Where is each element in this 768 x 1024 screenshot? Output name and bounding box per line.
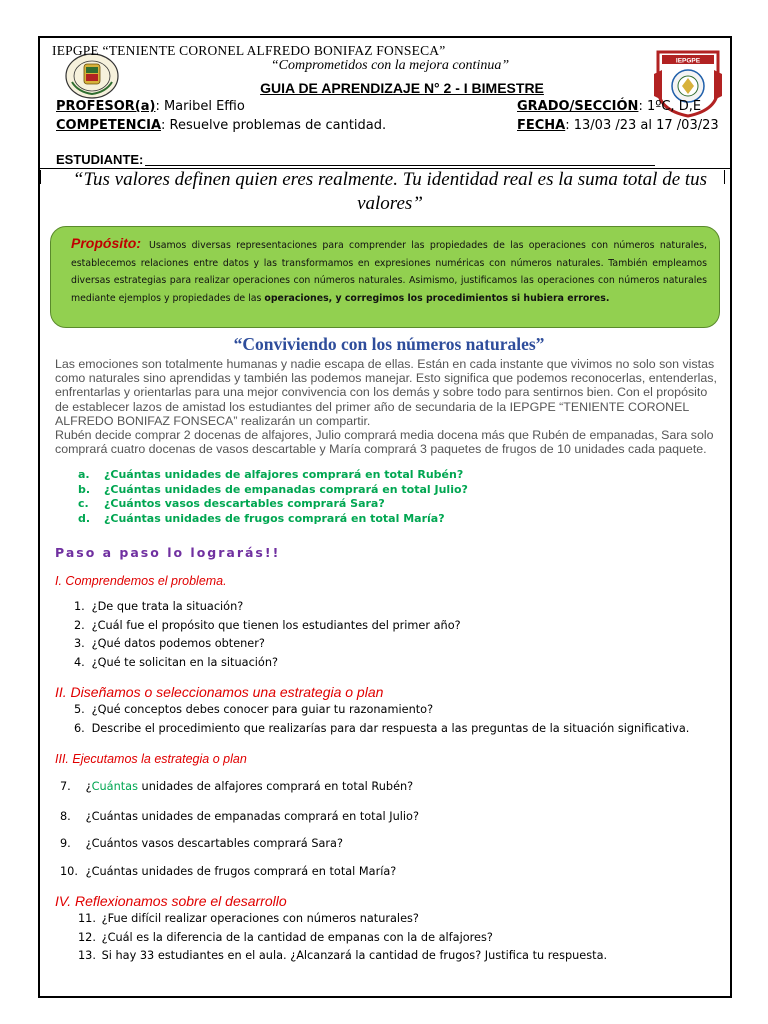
student-name-line[interactable] [145, 165, 655, 166]
question-11: 11. ¿Fue difícil realizar operaciones con números naturales? [78, 912, 419, 925]
question-b: b. ¿Cuántas unidades de empanadas comprará en total Julio? [78, 482, 468, 496]
left-tick [40, 170, 41, 184]
question-1: 1. ¿De que trata la situación? [74, 600, 244, 613]
purpose-text: Usamos diversas representaciones para comprender las propiedades de las operaciones con números naturales, establecemos relaciones entre datos y las transformamos en expresiones numéricas con números naturales. También empleamos diversas estrategias para realizar operaciones con números naturales. Asimismo, justificamos las operaciones con números naturales mediante ejemplos y propiedades de las [71, 240, 707, 304]
steps-heading: Paso a paso lo lograrás!! [55, 545, 281, 560]
section-4-heading: IV. Reflexionamos sobre el desarrollo [55, 893, 287, 909]
purpose-text-bold: operaciones, y corregimos los procedimientos si hubiera errores. [264, 292, 610, 304]
question-12: 12. ¿Cuál es la diferencia de la cantidad de empanas con la de alfajores? [78, 931, 493, 944]
competence-label: COMPETENCIA [56, 118, 162, 133]
right-seal-text: IEPGPE [675, 57, 701, 65]
question-9: 9. ¿Cuántos vasos descartables comprará Sara? [60, 837, 343, 850]
section-2-heading: II. Diseñamos o seleccionamos una estrategia o plan [55, 684, 384, 700]
question-6: 6. Describe el procedimiento que realizarías para dar respuesta a las preguntas de la situación significativa. [74, 722, 690, 735]
story-title: “Conviviendo con los números naturales” [233, 334, 545, 354]
date-row [517, 118, 719, 133]
story-text [55, 357, 720, 456]
question-7: 7. ¿Cuántas unidades de alfajores comprará en total Rubén? [60, 780, 414, 793]
date-label: FECHA [517, 118, 566, 133]
teacher-value: : Maribel Effio [155, 99, 245, 114]
teacher-row [56, 99, 245, 114]
date-value: : 13/03 /23 al 17 /03/23 [565, 118, 719, 133]
question-8: 8. ¿Cuántas unidades de empanadas comprará en total Julio? [60, 810, 419, 823]
story-paragraph-1: Las emociones son totalmente humanas y nadie escapa de ellas. Están en cada instante que vivimos no solo son vistas como naturales sino aprendidas y también las podemos manejar. Esto significa que podemos reconocerlas, entenderlas, enfrentarlas y orientarlas para una mejor convivencia con los demás y sobre todo para sentirnos bien. Con el propósito de establecer lazos de amistad los estudiantes del primer año de secundaria de la IEPGPE “TENIENTE CORONEL ALFREDO BONIFAZ FONSECA” realizarán un compartir. [55, 357, 717, 428]
competence-row [56, 118, 386, 133]
slogan: “Comprometidos con la mejora continua” [270, 58, 510, 73]
teacher-label: PROFESOR(a) [56, 99, 156, 114]
question-5: 5. ¿Qué conceptos debes conocer para guiar tu razonamiento? [74, 703, 434, 716]
situation-questions [78, 468, 678, 526]
grade-value: : 1ºC, D,E [638, 99, 702, 114]
question-a: a. ¿Cuántas unidades de alfajores comprará en total Rubén? [78, 468, 464, 481]
section-1-heading: I. Comprendemos el problema. [55, 574, 227, 588]
purpose-box [50, 226, 720, 328]
story-paragraph-2: Rubén decide comprar 2 docenas de alfajores, Julio comprará media docena más que Rubén de empanadas, Sara solo comprará cuatro docenas de vasos descartable y María comprará 3 paquetes de frugos de 10 unidades cada paquete. [55, 428, 714, 457]
section-3-heading: III. Ejecutamos la estrategia o plan [55, 752, 247, 766]
grade-row [517, 99, 701, 114]
question-c: c. ¿Cuántos vasos descartables comprará Sara? [78, 497, 385, 510]
school-name: IEPGPE “TENIENTE CORONEL ALFREDO BONIFAZ FONSECA” [52, 43, 446, 58]
question-3: 3. ¿Qué datos podemos obtener? [74, 637, 265, 650]
competence-value: : Resuelve problemas de cantidad. [161, 118, 387, 133]
values-quote: “Tus valores definen quien eres realmente. Tu identidad real es la suma total de tus valores” [72, 169, 708, 214]
purpose-label: Propósito: [71, 235, 141, 251]
question-4: 4. ¿Qué te solicitan en la situación? [74, 656, 278, 669]
grade-label: GRADO/SECCIÓN [517, 99, 639, 114]
question-10: 10. ¿Cuántas unidades de frugos comprará en total María? [60, 865, 397, 878]
guide-title: GUIA DE APRENDIZAJE N° 2 - I BIMESTRE [260, 80, 544, 96]
question-d: d. ¿Cuántas unidades de frugos comprará en total María? [78, 511, 445, 525]
question-13: 13. Si hay 33 estudiantes en el aula. ¿Alcanzará la cantidad de frugos? Justifica tu respuesta. [78, 949, 608, 962]
student-label: ESTUDIANTE: [56, 152, 144, 167]
question-2: 2. ¿Cuál fue el propósito que tienen los estudiantes del primer año? [74, 619, 461, 632]
